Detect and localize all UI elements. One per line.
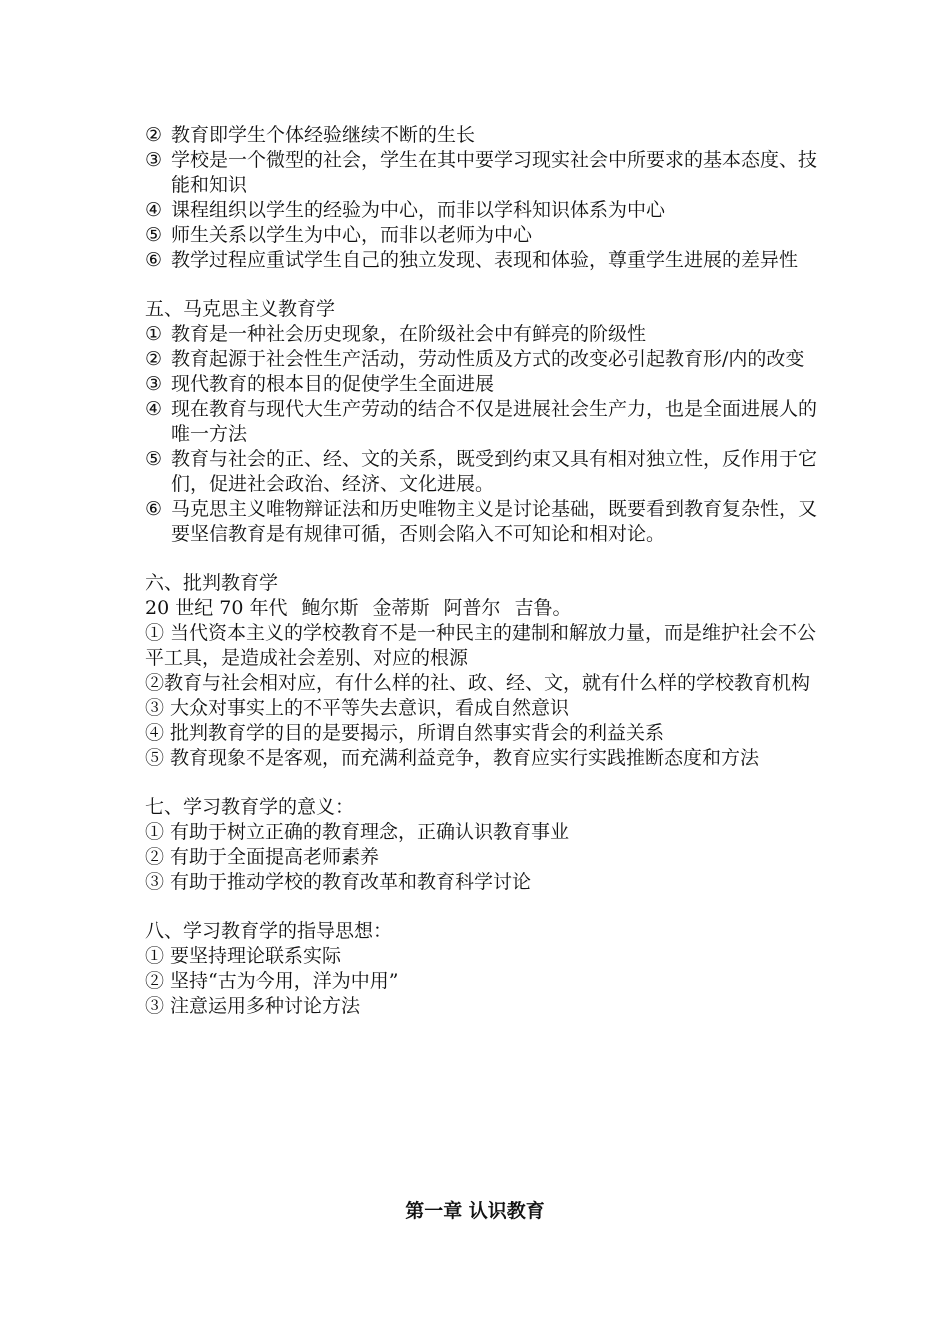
list-item	[145, 223, 825, 248]
list-item	[145, 198, 825, 223]
chapter-title: 第一章 认识教育	[405, 1200, 545, 1222]
section-heading: 五、马克思主义教育学	[145, 298, 336, 320]
item-number: ④	[145, 199, 163, 221]
item-number: ⑥	[145, 498, 163, 520]
item-text: 学校是一个微型的社会，学生在其中要学习现实社会中所要求的基本态度、技能和知识	[171, 149, 818, 196]
section-heading: 八、学习教育学的指导思想：	[145, 920, 393, 942]
item-number: ①	[145, 323, 163, 345]
item-number: ④	[145, 398, 163, 420]
item-text: 教育起源于社会性生产活动，劳动性质及方式的改变必引起教育形/内的改变	[171, 348, 805, 370]
scholar-name: 金蒂斯	[372, 597, 430, 619]
list-item: ⑤ 教育现象不是客观，而充满利益竞争，教育应实行实践推断态度和方法	[145, 747, 760, 769]
item-number: ⑤	[145, 224, 163, 246]
scholars-line	[145, 596, 825, 621]
list-item	[145, 347, 825, 372]
list-item	[145, 397, 825, 447]
item-text: 课程组织以学生的经验为中心，而非以学科知识体系为中心	[171, 199, 666, 221]
scholar-name: 鲍尔斯	[301, 597, 359, 619]
list-item	[145, 248, 825, 273]
page-content	[145, 123, 825, 1019]
item-number: ③	[145, 373, 163, 395]
list-item: ① 要坚持理论联系实际	[145, 945, 342, 967]
list-item	[145, 447, 825, 497]
list-item: ② 有助于全面提高老师素养	[145, 846, 380, 868]
item-text: 马克思主义唯物辩证法和历史唯物主义是讨论基础，既要看到教育复杂性，又要坚信教育是有规律可循，否则会陷入不可知论和相对论。	[171, 498, 818, 545]
scholar-name: 吉鲁。	[514, 597, 572, 619]
item-number: ②	[145, 124, 163, 146]
section-heading: 七、学习教育学的意义：	[145, 796, 355, 818]
list-item	[145, 372, 825, 397]
item-text: 师生关系以学生为中心，而非以老师为中心	[171, 224, 533, 246]
item-text: 教育是一种社会历史现象，在阶级社会中有鲜亮的阶级性	[171, 323, 647, 345]
list-item: ① 有助于树立正确的教育理念，正确认识教育事业	[145, 821, 570, 843]
list-item: ②教育与社会相对应，有什么样的社、政、经、文，就有什么样的学校教育机构	[145, 672, 811, 694]
item-number: ⑤	[145, 448, 163, 470]
item-text: 现代教育的根本目的促使学生全面进展	[171, 373, 495, 395]
list-item: ① 当代资本主义的学校教育不是一种民主的建制和解放力量，而是维护社会不公平工具，是造成社会差别、对应的根源	[145, 622, 817, 669]
scholar-name: 阿普尔	[443, 597, 501, 619]
item-text: 教育即学生个体经验继续不断的生长	[171, 124, 476, 146]
item-number: ②	[145, 348, 163, 370]
list-item	[145, 322, 825, 347]
list-item: ③ 大众对事实上的不平等失去意识，看成自然意识	[145, 697, 570, 719]
item-number: ③	[145, 149, 163, 171]
list-item	[145, 497, 825, 547]
list-item: ④ 批判教育学的目的是要揭示，所谓自然事实背会的利益关系	[145, 722, 665, 744]
item-text: 教育与社会的正、经、文的关系，既受到约束又具有相对独立性，反作用于它们，促进社会政治、经济、文化进展。	[171, 448, 818, 495]
list-item	[145, 148, 825, 198]
item-number: ⑥	[145, 249, 163, 271]
item-text: 现在教育与现代大生产劳动的结合不仅是进展社会生产力，也是全面进展人的唯一方法	[171, 398, 818, 445]
section-heading: 六、批判教育学	[145, 572, 279, 594]
list-item	[145, 123, 825, 148]
list-item: ② 坚持“古为今用，洋为中用”	[145, 970, 399, 992]
list-item: ③ 注意运用多种讨论方法	[145, 995, 361, 1017]
list-item: ③ 有助于推动学校的教育改革和教育科学讨论	[145, 871, 532, 893]
era-label: 20 世纪 70 年代	[145, 597, 288, 619]
item-text: 教学过程应重试学生自己的独立发现、表现和体验，尊重学生进展的差异性	[171, 249, 799, 271]
